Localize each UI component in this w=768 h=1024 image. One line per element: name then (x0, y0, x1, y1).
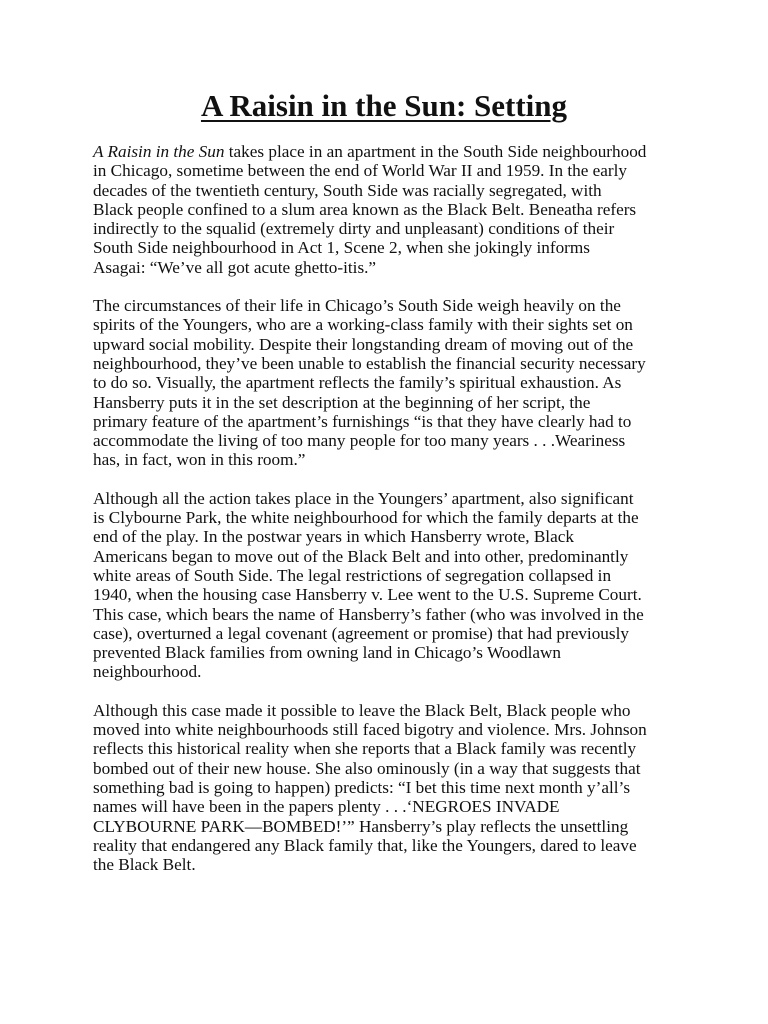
document-title: A Raisin in the Sun: Setting (200, 88, 568, 123)
paragraph-3: Although all the action takes place in the Youngers’ apartment, also significant is Clybourne Park, the white neighbourhood for which the family departs at the end of the play. In the postwar years in which Hansberry wrote, Black Americans began to move out of the Black Belt and into other, predominantly white areas of South Side. The legal restrictions of segregation collapsed in 1940, when the housing case Hansberry v. Lee went to the U.S. Supreme Court. This case, which bears the name of Hansberry’s father (who was involved in the case), overturned a legal covenant (agreement or promise) that had previously prevented Black families from owning land in Chicago’s Woodlawn neighbourhood. (93, 488, 644, 682)
paragraph-4: Although this case made it possible to leave the Black Belt, Black people who moved into white neighbourhoods still faced bigotry and violence. Mrs. Johnson reflects this historical reality when she reports that a Black family was recently bombed out of their new house. She also ominously (in a way that suggests that something bad is going to happen) predicts: “I bet this time next month y’all’s names will have been in the papers plenty . . .‘NEGROES INVADE CLYBOURNE PARK—BOMBED!’” Hansberry’s play reflects the unsettling reality that endangered any Black family that, like the Youngers, dared to leave the Black Belt. (93, 700, 647, 875)
play-title-italic: A Raisin in the Sun (93, 142, 225, 161)
document-body (93, 142, 718, 893)
paragraph-1-text: takes place in an apartment in the South Side neighbourhood in Chicago, sometime between the end of World War II and 1959. In the early decades of the twentieth century, South Side was racially segregated, with Black people confined to a slum area known as the Black Belt. Beneatha refers indirectly to the squalid (extremely dirty and unpleasant) conditions of their South Side neighbourhood in Act 1, Scene 2, when she jokingly informs Asagai: “We’ve all got acute ghetto-itis.” (93, 142, 647, 277)
paragraph-2: The circumstances of their life in Chicago’s South Side weigh heavily on the spirits of the Youngers, who are a working-class family with their sights set on upward social mobility. Despite their longstanding dream of moving out of the neighbourhood, they’ve been unable to establish the financial security necessary to do so. Visually, the apartment reflects the family’s spiritual exhaustion. As Hansberry puts it in the set description at the beginning of her script, the primary feature of the apartment’s furnishings “is that they have clearly had to accommodate the living of too many people for too many years . . .Weariness has, in fact, won in this room.” (93, 296, 646, 470)
paragraph-1 (93, 142, 718, 277)
